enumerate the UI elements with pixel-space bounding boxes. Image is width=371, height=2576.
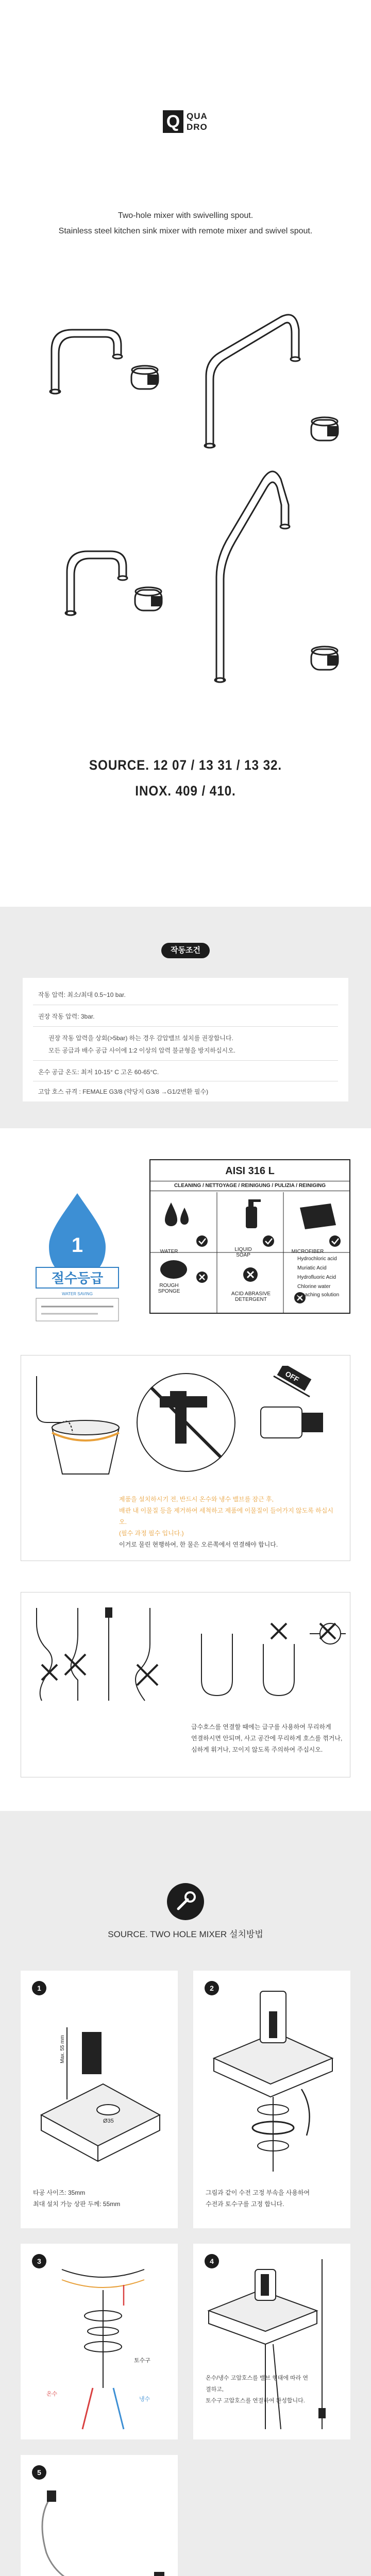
hose-warning-text bbox=[191, 1721, 346, 1755]
cell-label-water: WATER bbox=[160, 1249, 178, 1255]
faucet-short bbox=[50, 330, 158, 394]
install-step-2 bbox=[193, 1971, 350, 2228]
correct-hose-icon bbox=[106, 1608, 112, 1701]
step-text-line: 타공 사이즈: 35mm bbox=[33, 2189, 86, 2196]
water-saving-label bbox=[21, 1190, 139, 1324]
flush-illustrations bbox=[31, 1366, 341, 1484]
acid-item: Bleaching solution bbox=[297, 1292, 340, 1298]
cross-icon bbox=[243, 1267, 258, 1282]
intro-line-2: Stainless steel kitchen sink mixer with remote mixer and swivel spout. bbox=[58, 227, 313, 235]
condition-line: 고압 호스 규격 : FEMALE G3/8 (약당지 G3/8 →G1/2변환 필수) bbox=[38, 1088, 209, 1095]
grade-section bbox=[0, 1128, 371, 1355]
step-number: 2 bbox=[205, 1981, 219, 1995]
cross-icon bbox=[196, 1272, 208, 1283]
cell-label-microfiber: MICROFIBER bbox=[291, 1249, 324, 1255]
install-step-4 bbox=[193, 2244, 350, 2439]
check-icon bbox=[329, 1235, 341, 1247]
twisted-hose-icon bbox=[65, 1608, 86, 1701]
divider bbox=[33, 1060, 338, 1061]
bucket-icon bbox=[37, 1376, 119, 1474]
hole-diameter-label: Ø35 bbox=[103, 2118, 114, 2124]
warnings-section bbox=[0, 1355, 371, 1811]
hose-warning-box bbox=[21, 1592, 350, 1777]
step-text-line: 온수/냉수 고압호스를 밸브 형태에 따라 연결하고, bbox=[206, 2375, 308, 2393]
step-text-line: 토수구 고압호스를 연결하여 완성합니다. bbox=[206, 2398, 305, 2404]
cell-label-liquid-soap: LIQUID SOAP bbox=[234, 1247, 252, 1258]
conditions-card bbox=[23, 978, 348, 1101]
acid-item: Hydrochloric acid bbox=[297, 1256, 337, 1262]
flush-warning-line: 배관 내 이물질 등을 제거하여 세척하고 제품에 이물질이 들어가지 않도록 하십시오. bbox=[119, 1507, 333, 1526]
aisi-title: AISI 316 L bbox=[225, 1165, 275, 1177]
condition-line: 권장 작동 압력: 3bar. bbox=[38, 1013, 95, 1020]
check-icon bbox=[263, 1235, 274, 1247]
microfiber-cloth-icon bbox=[300, 1204, 336, 1229]
logo-text-top: QUA bbox=[187, 111, 208, 121]
hero-section bbox=[0, 0, 371, 907]
install-title: SOURCE. TWO HOLE MIXER 설치방법 bbox=[108, 1929, 263, 1939]
faucet-arched bbox=[215, 471, 338, 682]
spout-label: 토수구 bbox=[134, 2358, 150, 2364]
model-line-1: SOURCE. 12 07 / 13 31 / 13 32. bbox=[89, 757, 282, 773]
flush-warning-box bbox=[21, 1355, 350, 1561]
max-thickness-label: Max. 55 mm bbox=[60, 2035, 65, 2063]
aisi-subtitle: CLEANING / NETTOYAGE / REINIGUNG / PULIZIA / REINIGING bbox=[150, 1181, 349, 1191]
condition-line: 온수 공급 온도: 최저 10-15° C 고온 60-65°C. bbox=[38, 1069, 159, 1076]
crushed-hose-icon bbox=[310, 1623, 346, 1644]
step-4-illustration bbox=[204, 2254, 340, 2434]
install-step-1 bbox=[21, 1971, 178, 2228]
step-text-line: 수전과 토수구를 고정 합니다. bbox=[206, 2200, 284, 2208]
step-text-line: 그림과 같이 수전 고정 부속을 사용하여 bbox=[206, 2189, 310, 2196]
divider bbox=[33, 1026, 338, 1027]
hose-illustrations bbox=[26, 1603, 346, 1706]
filter-off-icon bbox=[261, 1366, 323, 1438]
model-line-2: INOX. 409 / 410. bbox=[135, 783, 236, 799]
install-step-5 bbox=[21, 2455, 178, 2576]
wrench-icon bbox=[167, 1883, 204, 1920]
step-1-illustration bbox=[31, 2012, 167, 2166]
intro-line-1: Two-hole mixer with swivelling spout. bbox=[117, 211, 254, 220]
step-4-text bbox=[206, 2372, 309, 2406]
step-1-text bbox=[33, 2187, 120, 2210]
hot-label: 온수 bbox=[46, 2391, 58, 2397]
step-number: 1 bbox=[32, 1981, 46, 1995]
check-icon bbox=[196, 1235, 208, 1247]
hose-warning-line: 연결하시면 안되며, 사고 공간에 무리하게 호스를 꺾거나, bbox=[191, 1735, 343, 1742]
grade-number: 1 bbox=[71, 1234, 83, 1257]
kinked-hose-icon bbox=[136, 1608, 158, 1701]
hose-warning-line: 급수호스를 연결할 때에는 급구를 사용하여 무리하게 bbox=[191, 1723, 331, 1731]
bent-hose-icon bbox=[37, 1608, 57, 1701]
step-number: 3 bbox=[32, 2254, 46, 2268]
step-number: 5 bbox=[32, 2465, 46, 2480]
cold-label: 냉수 bbox=[139, 2396, 150, 2402]
step-text-line: 최대 설치 가능 상판 두께: 55mm bbox=[33, 2200, 121, 2208]
flush-warning-line: (필수 과정 필수 입니다.) bbox=[119, 1530, 184, 1537]
aisi-cleaning-table bbox=[149, 1159, 350, 1314]
grade-small-text: WATER SAVING bbox=[62, 1292, 93, 1296]
sponge-icon bbox=[160, 1260, 187, 1279]
faucet-swivel bbox=[65, 551, 162, 615]
hose-warning-line: 심하게 휘거나, 꼬이지 않도록 주의하여 주십시오. bbox=[191, 1746, 323, 1753]
flush-warning-line: 제품을 설치하시기 전, 반드시 온수와 냉수 밸브를 잠근 후, bbox=[119, 1496, 274, 1503]
flush-warning-text bbox=[119, 1494, 335, 1550]
install-step-3 bbox=[21, 2244, 178, 2439]
condition-line: 모든 공급과 배수 공급 사이에 1:2 이상의 압력 불균형을 방지하십시오. bbox=[48, 1047, 236, 1054]
acid-item: Hydrofluoric Acid bbox=[297, 1275, 336, 1280]
faucet-illustrations bbox=[0, 309, 371, 711]
svg-text:OFF: OFF bbox=[283, 1369, 301, 1384]
step-number: 4 bbox=[205, 2254, 219, 2268]
condition-line: 작동 압력: 최소/최대 0.5~10 bar. bbox=[38, 991, 126, 998]
step-3-illustration bbox=[31, 2254, 167, 2434]
grade-label: 절수등급 bbox=[51, 1270, 104, 1286]
cell-label-acid-detergent: ACID ABRASIVE DETERGENT bbox=[231, 1291, 271, 1302]
brand-logo bbox=[163, 109, 209, 135]
water-drops-icon bbox=[165, 1202, 189, 1226]
prohibited-tap-icon bbox=[137, 1374, 235, 1471]
condition-line: 권장 작동 압력을 상회(>5bar) 하는 경우 감압밸브 설치를 권장합니다. bbox=[48, 1035, 233, 1042]
logo-text-bottom: DRO bbox=[187, 122, 208, 132]
step-5-illustration bbox=[31, 2486, 167, 2576]
faucet-tall bbox=[205, 315, 338, 448]
flush-warning-line: 이거로 물린 현행하여, 한 물은 오른쪽에서 연결해야 합니다. bbox=[119, 1541, 278, 1548]
operating-conditions-section bbox=[0, 907, 371, 1128]
install-section bbox=[0, 1811, 371, 2576]
step-2-illustration bbox=[204, 1981, 340, 2177]
acid-item: Muriatic Acid bbox=[297, 1265, 327, 1271]
conditions-badge: 작동조건 bbox=[161, 943, 210, 958]
soap-bottle-icon bbox=[246, 1199, 261, 1228]
u-hose-icon bbox=[201, 1623, 294, 1696]
logo-mark: Q bbox=[163, 110, 183, 133]
cell-label-rough-sponge: ROUGH SPONGE bbox=[158, 1283, 180, 1294]
step-2-text bbox=[206, 2187, 310, 2210]
acid-item: Chlorine water bbox=[297, 1284, 331, 1290]
